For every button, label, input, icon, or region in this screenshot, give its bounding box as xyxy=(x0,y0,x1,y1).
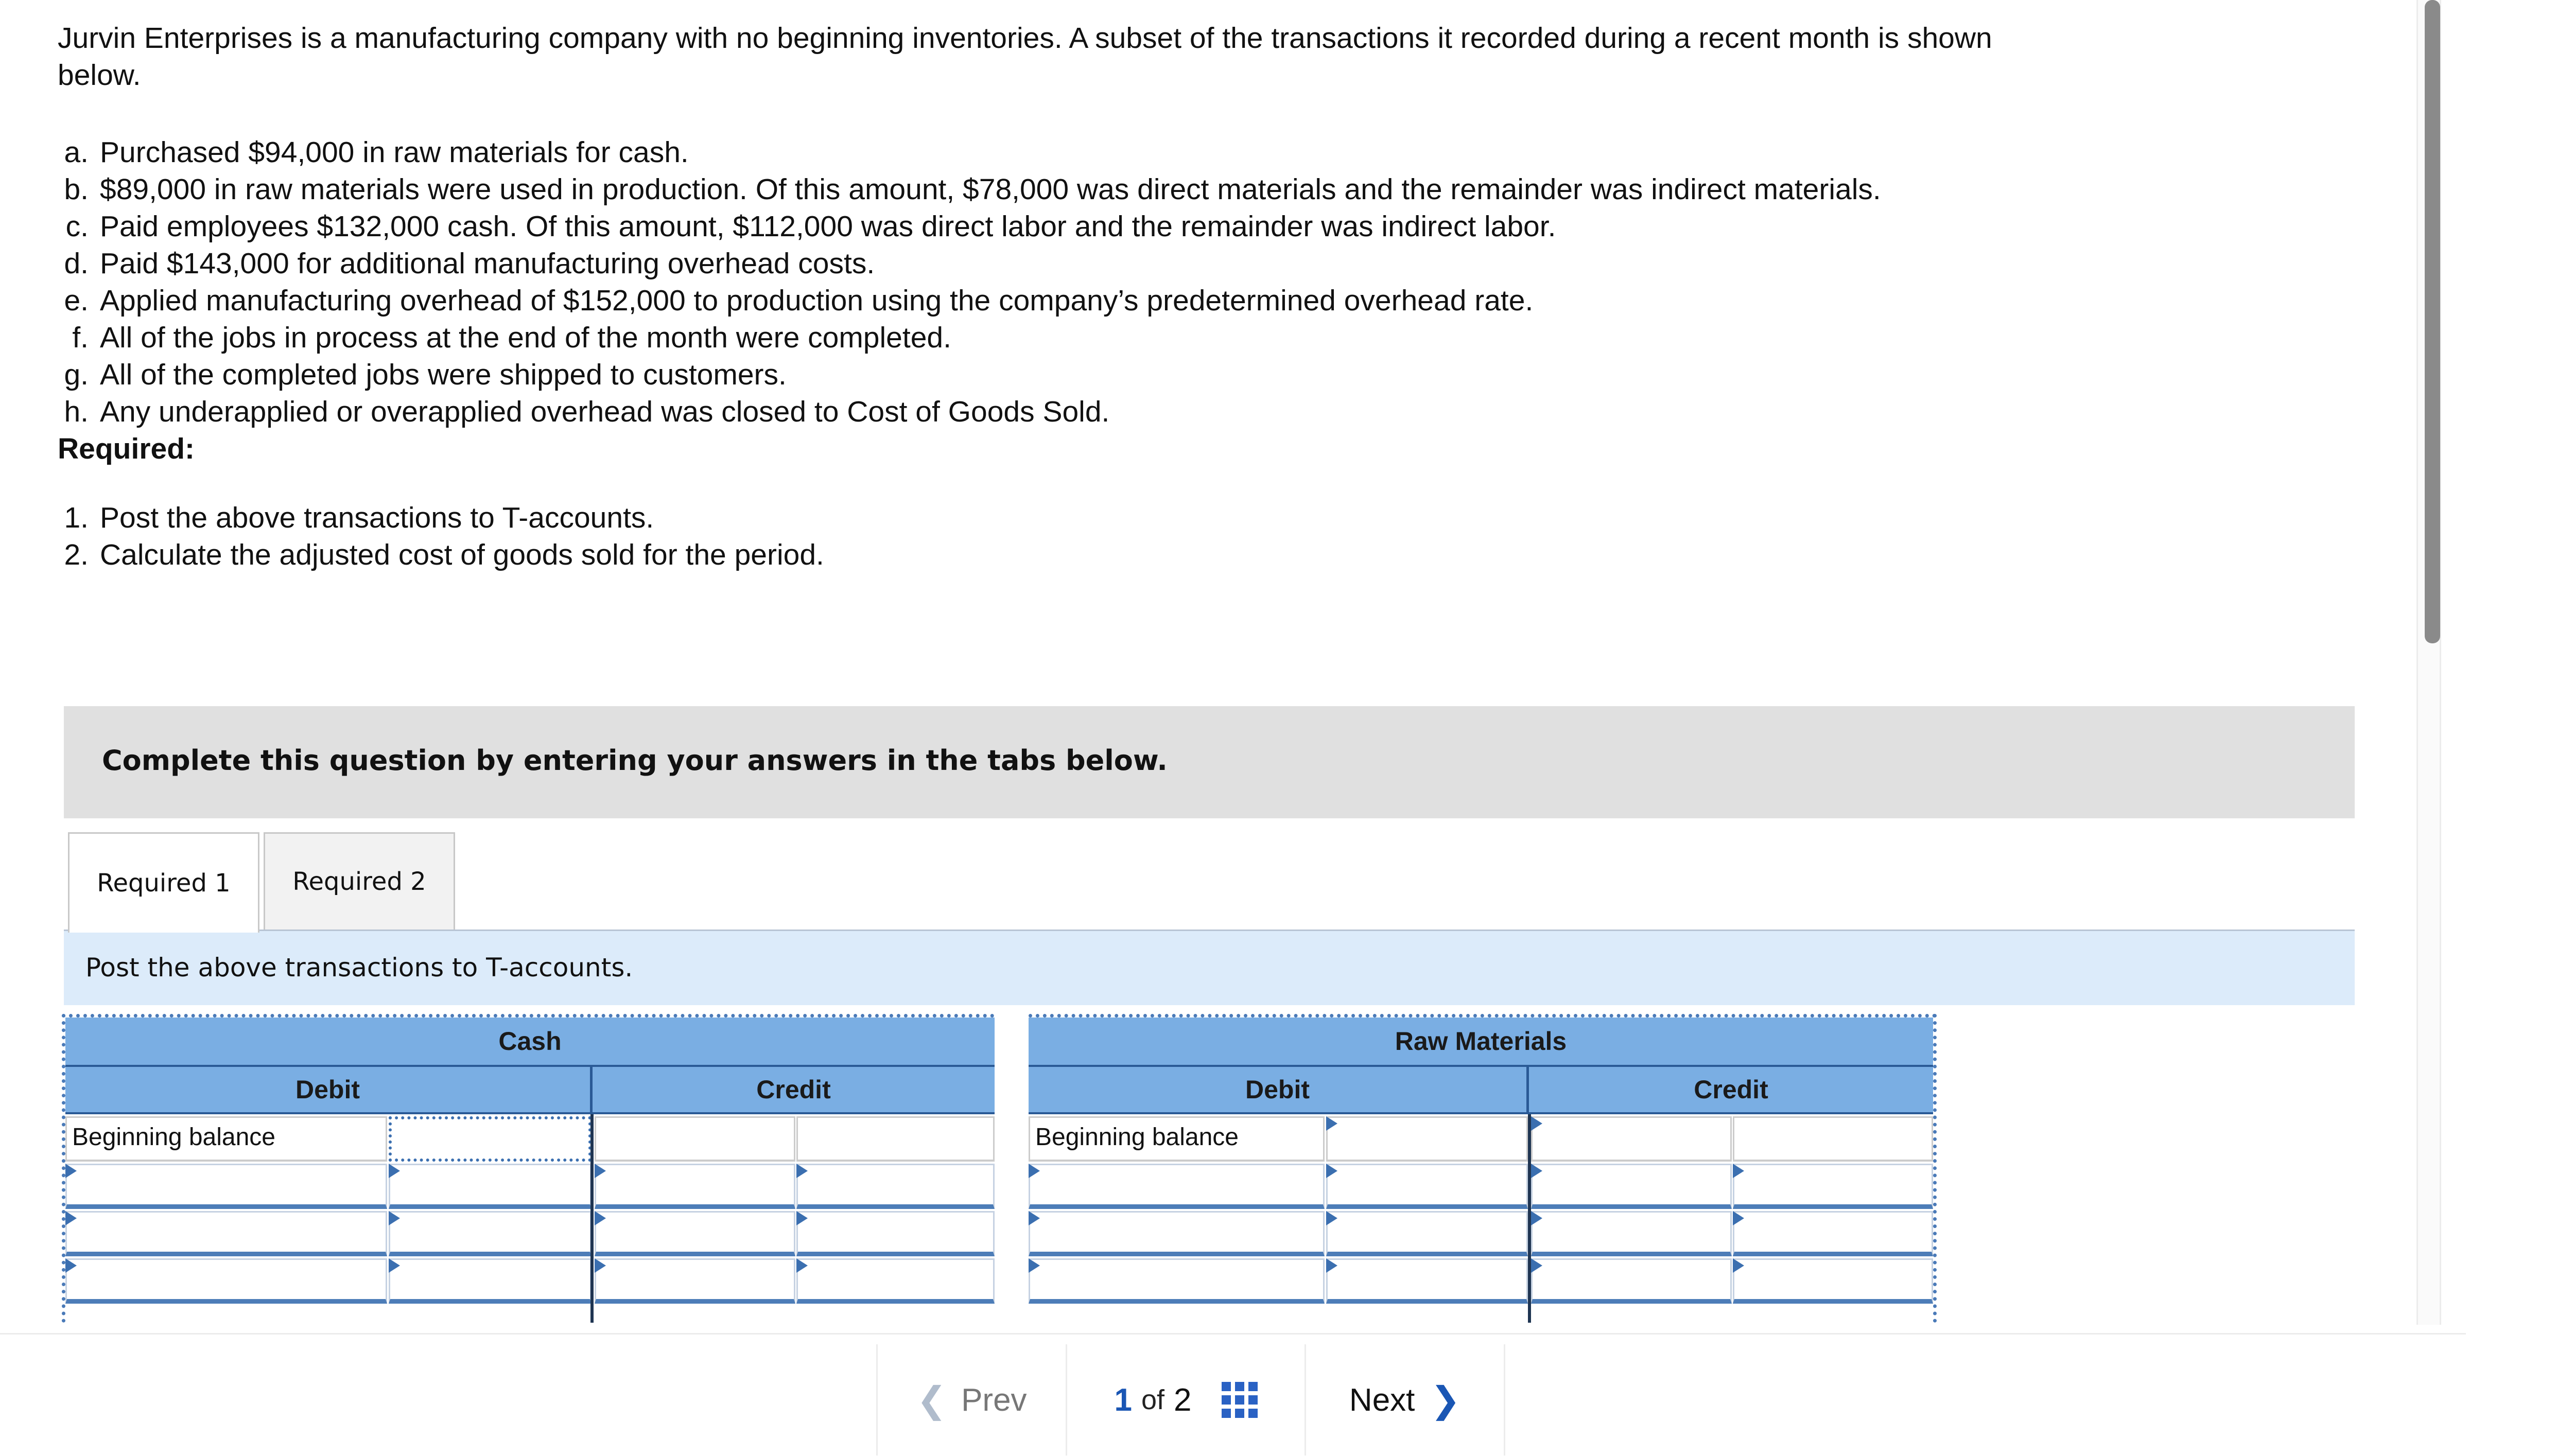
t-account-row xyxy=(65,1258,995,1306)
footer-divider xyxy=(0,1333,2466,1335)
t-account-title: Raw Materials xyxy=(1029,1018,1933,1067)
row-marker-icon xyxy=(595,1211,606,1225)
row-marker-icon xyxy=(1326,1116,1337,1131)
credit-label-input[interactable] xyxy=(1531,1164,1732,1209)
t-account-row xyxy=(1029,1164,1933,1211)
row-marker-icon xyxy=(1531,1211,1542,1225)
transaction-text: $89,000 in raw materials were used in production. Of this amount, $78,000 was direct materials and the remainder was indirect materials. xyxy=(100,173,1881,206)
credit-amount-input[interactable] xyxy=(796,1211,995,1256)
required-heading: Required: xyxy=(58,432,195,465)
requirements-list xyxy=(58,499,1993,573)
row-marker-icon xyxy=(1326,1164,1337,1178)
t-account-row xyxy=(1029,1258,1933,1306)
transaction-item xyxy=(58,134,1993,171)
debit-amount-input[interactable] xyxy=(1326,1164,1528,1209)
next-button[interactable] xyxy=(1305,1344,1505,1455)
requirement-text: Post the above transactions to T-accounts. xyxy=(100,501,654,534)
next-label: Next xyxy=(1349,1382,1415,1418)
debit-label-input[interactable] xyxy=(65,1164,387,1209)
row-marker-icon xyxy=(65,1164,77,1178)
transaction-item xyxy=(58,393,1993,430)
row-marker-icon xyxy=(389,1164,400,1178)
row-marker-icon xyxy=(1733,1211,1744,1225)
debit-header: Debit xyxy=(65,1067,593,1114)
credit-label-input[interactable] xyxy=(1531,1211,1732,1256)
transaction-item xyxy=(58,171,1993,208)
credit-header: Credit xyxy=(593,1067,995,1114)
transaction-marker: e. xyxy=(64,284,89,317)
credit-label-input[interactable] xyxy=(1531,1116,1732,1162)
transaction-item xyxy=(58,282,1993,319)
pager xyxy=(876,1344,1505,1455)
transaction-text: Any underapplied or overapplied overhead was closed to Cost of Goods Sold. xyxy=(100,395,1110,428)
transaction-text: Paid $143,000 for additional manufacturing overhead costs. xyxy=(100,247,875,280)
transaction-text: Purchased $94,000 in raw materials for cash. xyxy=(100,136,689,169)
beginning-balance-label: Beginning balance xyxy=(1029,1116,1325,1162)
debit-label-input[interactable] xyxy=(65,1258,387,1304)
requirement-marker: 1. xyxy=(64,501,89,534)
row-marker-icon xyxy=(1029,1258,1040,1273)
credit-amount-input[interactable] xyxy=(1733,1116,1933,1162)
transaction-marker: c. xyxy=(65,210,89,243)
prev-label: Prev xyxy=(961,1382,1027,1418)
transaction-text: All of the completed jobs were shipped to customers. xyxy=(100,358,787,391)
transaction-item xyxy=(58,245,1993,282)
instruction-text: Complete this question by entering your answers in the tabs below. xyxy=(102,744,1168,777)
debit-amount-input[interactable] xyxy=(1326,1116,1528,1162)
row-marker-icon xyxy=(65,1258,77,1273)
chevron-left-icon: ❮ xyxy=(916,1380,947,1420)
debit-amount-input[interactable] xyxy=(389,1116,592,1162)
transaction-item xyxy=(58,208,1993,245)
credit-amount-input[interactable] xyxy=(1733,1164,1933,1209)
chevron-right-icon: ❯ xyxy=(1430,1380,1461,1420)
credit-amount-input[interactable] xyxy=(796,1164,995,1209)
t-account-row xyxy=(65,1116,995,1164)
debit-amount-input[interactable] xyxy=(1326,1258,1528,1304)
transaction-text: Applied manufacturing overhead of $152,000 to production using the company’s predetermined overhead rate. xyxy=(100,284,1534,317)
transaction-item xyxy=(58,319,1993,356)
debit-header: Debit xyxy=(1029,1067,1529,1114)
t-account-raw-materials xyxy=(1029,1014,1937,1323)
debit-amount-input[interactable] xyxy=(1326,1211,1528,1256)
row-marker-icon xyxy=(595,1164,606,1178)
scrollbar-thumb[interactable] xyxy=(2425,0,2440,643)
t-account-row xyxy=(65,1164,995,1211)
t-account-title: Cash xyxy=(65,1018,995,1067)
transaction-item xyxy=(58,356,1993,393)
row-marker-icon xyxy=(389,1258,400,1273)
transaction-marker: a. xyxy=(64,136,89,169)
transaction-list xyxy=(58,134,1993,430)
credit-amount-input[interactable] xyxy=(796,1258,995,1304)
debit-label-input[interactable] xyxy=(1029,1164,1325,1209)
credit-header: Credit xyxy=(1529,1067,1933,1114)
t-account-row xyxy=(1029,1116,1933,1164)
problem-intro: Jurvin Enterprises is a manufacturing company with no beginning inventories. A subset of the transactions it recorded during a recent month is shown below. xyxy=(58,22,1992,92)
credit-amount-input[interactable] xyxy=(796,1116,995,1162)
row-marker-icon xyxy=(1326,1258,1337,1273)
credit-amount-input[interactable] xyxy=(1733,1258,1933,1304)
t-account-divider xyxy=(1528,1114,1531,1323)
credit-amount-input[interactable] xyxy=(1733,1211,1933,1256)
beginning-balance-label: Beginning balance xyxy=(65,1116,387,1162)
instruction-box xyxy=(64,706,2355,818)
credit-label-input[interactable] xyxy=(595,1164,795,1209)
row-marker-icon xyxy=(1531,1164,1542,1178)
requirement-item xyxy=(58,499,1993,536)
transaction-marker: f. xyxy=(72,321,89,354)
row-marker-icon xyxy=(1531,1258,1542,1273)
credit-label-input[interactable] xyxy=(595,1116,795,1162)
transaction-marker: g. xyxy=(64,358,89,391)
requirement-item xyxy=(58,536,1993,573)
row-marker-icon xyxy=(65,1211,77,1225)
credit-label-input[interactable] xyxy=(595,1211,795,1256)
credit-label-input[interactable] xyxy=(595,1258,795,1304)
debit-label-input[interactable] xyxy=(65,1211,387,1256)
grid-icon[interactable] xyxy=(1222,1382,1258,1418)
row-marker-icon xyxy=(796,1164,808,1178)
debit-amount-input[interactable] xyxy=(389,1258,592,1304)
row-marker-icon xyxy=(796,1211,808,1225)
problem-statement xyxy=(58,20,1993,573)
t-account-divider xyxy=(590,1114,594,1323)
row-marker-icon xyxy=(1326,1211,1337,1225)
row-marker-icon xyxy=(796,1258,808,1273)
tab-required-1[interactable]: Required 1 xyxy=(68,832,259,933)
t-account-cash xyxy=(62,1014,995,1323)
t-account-row xyxy=(1029,1211,1933,1258)
credit-label-input[interactable] xyxy=(1531,1258,1732,1304)
debit-label-input[interactable] xyxy=(1029,1258,1325,1304)
row-marker-icon xyxy=(1733,1164,1744,1178)
total-pages: 2 xyxy=(1174,1382,1192,1418)
transaction-marker: d. xyxy=(64,247,89,280)
t-account-row xyxy=(65,1211,995,1258)
post-banner-text: Post the above transactions to T-accounts. xyxy=(85,953,633,983)
row-marker-icon xyxy=(1029,1211,1040,1225)
post-banner xyxy=(64,931,2355,1005)
of-label: of xyxy=(1141,1384,1165,1415)
debit-amount-input[interactable] xyxy=(389,1211,592,1256)
prev-button[interactable] xyxy=(876,1344,1066,1455)
transaction-marker: h. xyxy=(64,395,89,428)
transaction-marker: b. xyxy=(64,173,89,206)
row-marker-icon xyxy=(1531,1116,1542,1131)
row-marker-icon xyxy=(1029,1164,1040,1178)
debit-amount-input[interactable] xyxy=(389,1164,592,1209)
requirement-marker: 2. xyxy=(64,538,89,571)
row-marker-icon xyxy=(1733,1258,1744,1273)
page-indicator xyxy=(1066,1344,1305,1455)
tab-required-2[interactable]: Required 2 xyxy=(264,832,455,931)
row-marker-icon xyxy=(595,1258,606,1273)
requirement-text: Calculate the adjusted cost of goods sold for the period. xyxy=(100,538,824,571)
current-page: 1 xyxy=(1114,1382,1132,1418)
debit-label-input[interactable] xyxy=(1029,1211,1325,1256)
transaction-text: All of the jobs in process at the end of the month were completed. xyxy=(100,321,951,354)
row-marker-icon xyxy=(389,1211,400,1225)
transaction-text: Paid employees $132,000 cash. Of this amount, $112,000 was direct labor and the remainder was indirect labor. xyxy=(100,210,1556,243)
